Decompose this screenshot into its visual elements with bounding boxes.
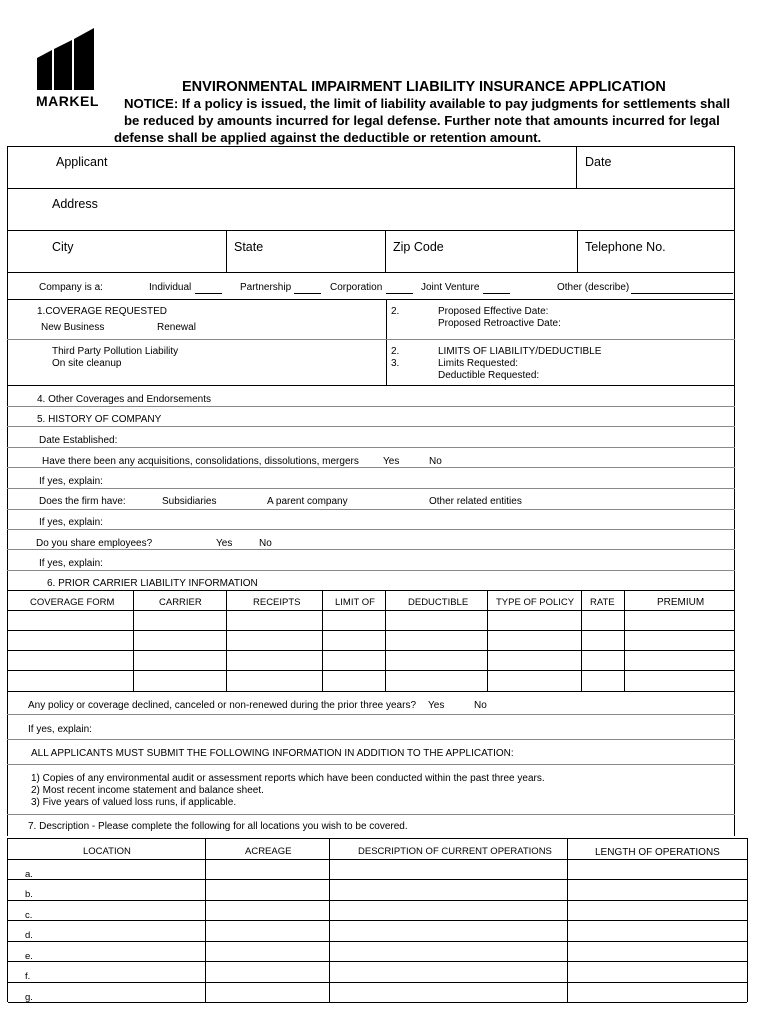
proposed-effective-label: Proposed Effective Date: <box>438 306 549 317</box>
item-number-2: 2. <box>391 306 400 317</box>
state-field[interactable] <box>270 234 380 270</box>
submit-item-3: 3) Five years of valued loss runs, if applicable. <box>31 797 237 808</box>
third-party-option[interactable]: Third Party Pollution Liability <box>52 346 179 357</box>
col-description-operations: DESCRIPTION OF CURRENT OPERATIONS <box>358 846 552 857</box>
acquisitions-no[interactable]: No <box>429 456 442 467</box>
acquisitions-yes[interactable]: Yes <box>383 456 400 467</box>
telephone-field[interactable] <box>670 234 730 270</box>
location-row-label: g. <box>25 992 33 1003</box>
date-field[interactable] <box>620 150 730 186</box>
firm-have-label: Does the firm have: <box>39 496 126 507</box>
col-length-operations: LENGTH OF OPERATIONS <box>595 847 720 858</box>
description-heading: 7. Description - Please complete the following for all locations you wish to be covered. <box>28 821 408 832</box>
notice-line-3: defense shall be applied against the deductible or retention amount. <box>114 130 542 145</box>
address-label: Address <box>52 197 98 211</box>
company-type-label: Company is a: <box>39 282 103 293</box>
locations-table <box>7 838 748 1002</box>
location-row-label: e. <box>25 951 33 962</box>
limits-heading: LIMITS OF LIABILITY/DEDUCTIBLE <box>438 346 602 357</box>
date-label: Date <box>585 155 612 169</box>
location-row-label: f. <box>25 971 31 982</box>
city-label: City <box>52 240 74 254</box>
acquisitions-explain-label: If yes, explain: <box>39 476 103 487</box>
applicant-label: Applicant <box>56 155 108 169</box>
col-deductible: DEDUCTIBLE <box>408 597 469 608</box>
telephone-label: Telephone No. <box>585 240 666 254</box>
employees-explain-label: If yes, explain: <box>39 558 103 569</box>
notice-line-1: NOTICE: If a policy is issued, the limit of liability available to pay judgments for settlements shall <box>124 96 731 111</box>
corporation-blank[interactable] <box>386 293 413 294</box>
item-number-3: 3. <box>391 358 400 369</box>
col-carrier: CARRIER <box>159 597 202 608</box>
prior-carrier-heading: 6. PRIOR CARRIER LIABILITY INFORMATION <box>47 578 258 589</box>
col-premium: PREMIUM <box>657 597 705 608</box>
declined-question: Any policy or coverage declined, canceled or non-renewed during the prior three years? <box>28 700 417 711</box>
firm-explain-label: If yes, explain: <box>39 517 103 528</box>
col-type-of-policy: TYPE OF POLICY <box>496 597 575 608</box>
declined-explain-label: If yes, explain: <box>28 724 92 735</box>
new-business-option[interactable]: New Business <box>41 322 105 333</box>
date-established-label: Date Established: <box>39 435 118 446</box>
acquisitions-question: Have there been any acquisitions, consolidations, dissolutions, mergers <box>42 456 359 467</box>
parent-company-option[interactable]: A parent company <box>267 496 348 507</box>
col-location: LOCATION <box>83 846 131 857</box>
location-row-label: a. <box>25 869 33 880</box>
individual-option: Individual <box>149 282 192 293</box>
other-coverages-label: 4. Other Coverages and Endorsements <box>37 394 211 405</box>
other-related-option[interactable]: Other related entities <box>429 496 522 507</box>
joint-venture-option: Joint Venture <box>421 282 480 293</box>
partnership-option: Partnership <box>240 282 292 293</box>
corporation-option: Corporation <box>330 282 383 293</box>
history-heading: 5. HISTORY OF COMPANY <box>37 414 162 425</box>
renewal-option[interactable]: Renewal <box>157 322 196 333</box>
share-employees-yes[interactable]: Yes <box>216 538 233 549</box>
col-limit-of: LIMIT OF <box>335 597 375 608</box>
notice-line-2: be reduced by amounts incurred for legal defense. Further note that amounts incurred for legal <box>124 113 720 128</box>
prior-carrier-table <box>7 590 735 691</box>
submit-item-2: 2) Most recent income statement and balance sheet. <box>31 785 264 796</box>
city-field[interactable] <box>80 234 220 270</box>
other-option: Other (describe) <box>557 282 630 293</box>
applicant-field[interactable] <box>120 150 575 186</box>
deductible-requested-label: Deductible Requested: <box>438 370 540 381</box>
zip-field[interactable] <box>450 234 572 270</box>
share-employees-question: Do you share employees? <box>36 538 153 549</box>
col-rate: RATE <box>590 597 615 608</box>
subsidiaries-option[interactable]: Subsidiaries <box>162 496 217 507</box>
col-acreage: ACREAGE <box>245 846 292 857</box>
form-title: ENVIRONMENTAL IMPAIRMENT LIABILITY INSURANCE APPLICATION <box>182 79 666 95</box>
declined-no[interactable]: No <box>474 700 487 711</box>
joint-venture-blank[interactable] <box>483 293 510 294</box>
other-describe-blank[interactable] <box>631 293 733 294</box>
share-employees-no[interactable]: No <box>259 538 272 549</box>
markel-logo <box>34 28 98 113</box>
markel-logo-mark <box>34 28 98 90</box>
coverage-heading: 1.COVERAGE REQUESTED <box>37 306 168 317</box>
on-site-option[interactable]: On site cleanup <box>52 358 122 369</box>
item-number-2b: 2. <box>391 346 400 357</box>
partnership-blank[interactable] <box>294 293 321 294</box>
individual-blank[interactable] <box>195 293 222 294</box>
state-label: State <box>234 240 264 254</box>
location-row-label: b. <box>25 889 33 900</box>
proposed-retroactive-label: Proposed Retroactive Date: <box>438 318 561 329</box>
declined-yes[interactable]: Yes <box>428 700 445 711</box>
submit-heading: ALL APPLICANTS MUST SUBMIT THE FOLLOWING INFORMATION IN ADDITION TO THE APPLICATION: <box>31 748 514 759</box>
limits-requested-label: Limits Requested: <box>438 358 519 369</box>
col-coverage-form: COVERAGE FORM <box>30 597 115 608</box>
location-row-label: d. <box>25 930 33 941</box>
logo-text: MARKEL <box>36 93 99 109</box>
col-receipts: RECEIPTS <box>253 597 301 608</box>
address-field[interactable] <box>110 192 730 228</box>
zip-label: Zip Code <box>393 240 444 254</box>
submit-item-1: 1) Copies of any environmental audit or assessment reports which have been conducted within the past three years. <box>31 773 545 784</box>
location-row-label: c. <box>25 910 33 921</box>
